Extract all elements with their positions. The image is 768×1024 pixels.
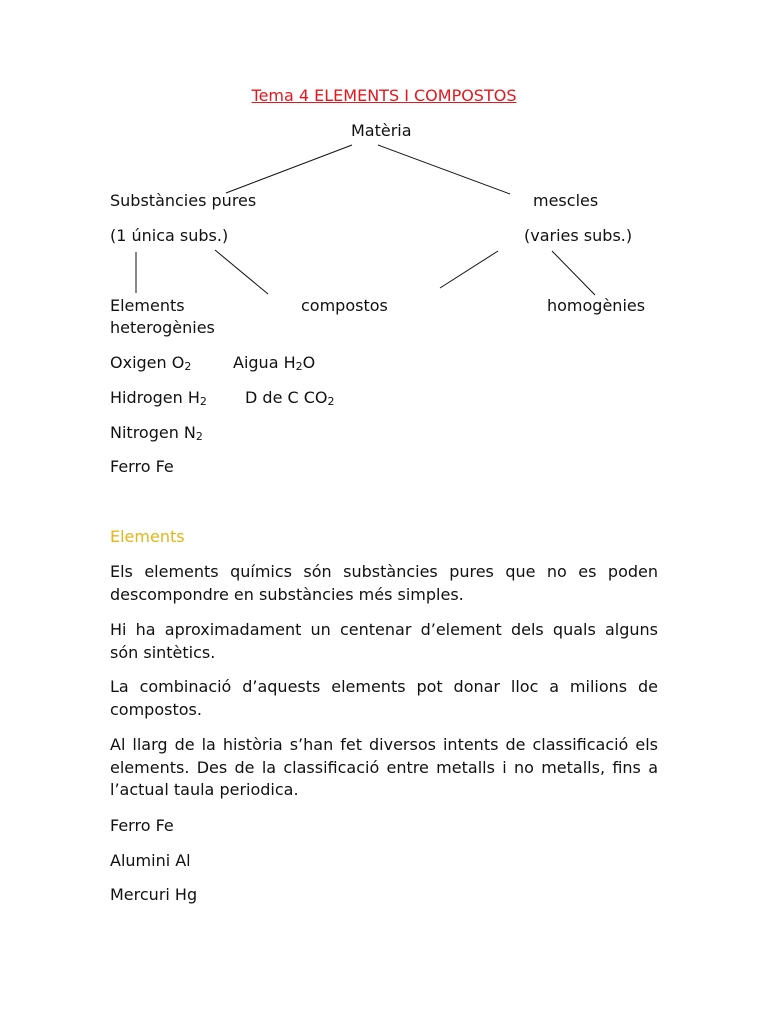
section-heading-elements: Elements: [110, 527, 185, 546]
metal-item: Ferro Fe: [110, 816, 174, 835]
example-hydrogen: Hidrogen $H_2$: [110, 388, 207, 408]
node-pure-note: (1 única subs.): [110, 226, 229, 245]
example-nitrogen: Nitrogen $N_2$: [110, 423, 203, 443]
example-oxygen: Oxigen $O_2$: [110, 353, 192, 373]
node-compounds: compostos: [301, 296, 388, 315]
node-homogeneous: homogènies: [547, 296, 646, 315]
node-elements: Elements: [110, 296, 185, 315]
paragraph-definition: Els elements químics són substàncies pures que no es poden descompondre en substàncies més simples.: [110, 562, 658, 604]
connector-mixtures-homogeneous: [440, 251, 498, 288]
example-co2: D de C $CO_2$: [245, 388, 335, 408]
connector-root-pure: [226, 145, 352, 193]
node-mixtures-note: (varies subs.): [524, 226, 633, 245]
node-materia: Matèria: [351, 121, 412, 140]
page-title: Tema 4 ELEMENTS I COMPOSTOS: [251, 86, 517, 105]
connector-pure-compounds: [215, 250, 268, 294]
connector-mixtures-heterogeneous: [552, 251, 595, 295]
node-heterogeneous: heterogènies: [110, 318, 215, 337]
node-mixtures: mescles: [533, 191, 599, 210]
paragraph-count: Hi ha aproximadament un centenar d’element dels quals alguns són sintètics.: [110, 620, 658, 662]
paragraph-combination: La combinació d’aquests elements pot donar lloc a milions de compostos.: [110, 677, 658, 719]
metal-item: Alumini Al: [110, 851, 191, 870]
example-iron: Ferro Fe: [110, 457, 174, 476]
paragraph-classification: Al llarg de la història s’han fet diversos intents de classificació els elements. Des de la classificació entre metalls i no metalls, fins a l’actual taula periodica.: [110, 735, 658, 799]
metal-item: Mercuri Hg: [110, 885, 198, 904]
example-water: Aigua $H_2O$: [233, 353, 316, 373]
connector-root-mixtures: [378, 145, 510, 194]
node-pure-substances: Substàncies pures: [110, 191, 257, 210]
